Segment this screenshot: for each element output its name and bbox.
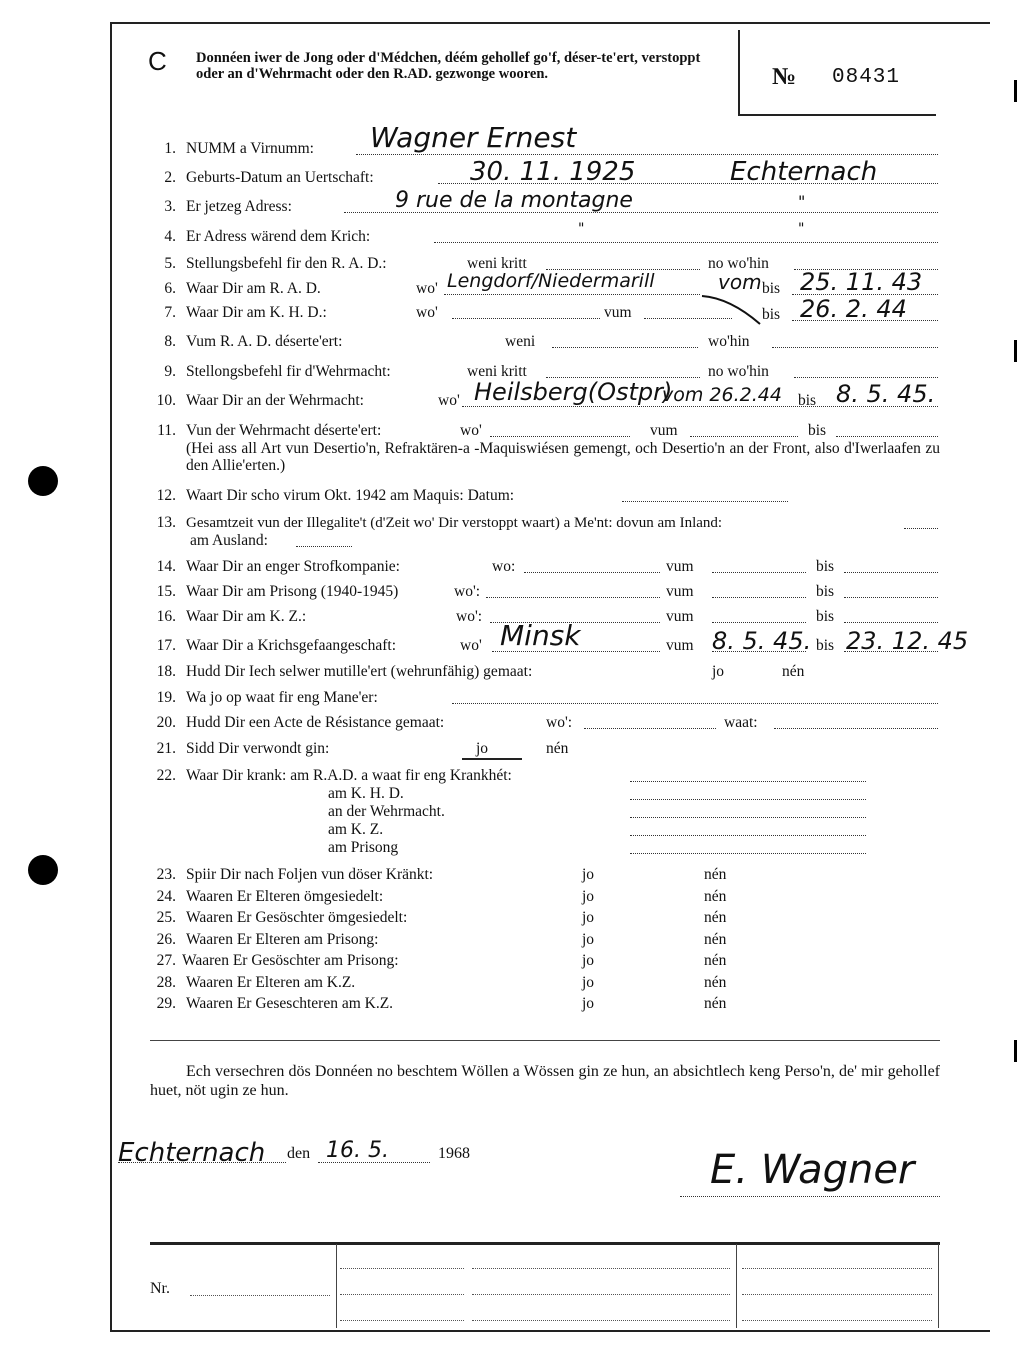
header-divider-vertical xyxy=(738,30,740,114)
bis-label: bis xyxy=(762,306,781,323)
section-letter: C xyxy=(148,46,167,76)
row-number: 5. xyxy=(164,255,176,272)
option-jo[interactable]: jo xyxy=(582,909,595,926)
handwritten-wehrmacht-place: Heilsberg(Ostpr) xyxy=(474,378,673,406)
footer-cell[interactable] xyxy=(742,1268,932,1269)
row-label: Waaren Er Gesöschter am Prisong: xyxy=(182,952,399,969)
desert-where-field[interactable] xyxy=(772,347,938,348)
weni-label: weni xyxy=(505,333,536,350)
row-number: 24. xyxy=(156,888,176,905)
wo-label: wo': xyxy=(546,714,573,731)
row-label: Waaren Er Elteren am Prisong: xyxy=(186,931,379,948)
khd-place-field[interactable] xyxy=(452,318,600,319)
footer-col-divider xyxy=(336,1244,337,1328)
option-jo[interactable]: jo xyxy=(582,866,595,883)
row-number: 15. xyxy=(156,583,176,600)
row-label: Er jetzeg Adress: xyxy=(186,198,292,215)
row-label: Hudd Dir een Acte de Résistance gemaat: xyxy=(186,714,445,731)
desertion-to-field[interactable] xyxy=(836,436,938,437)
strof-from-field[interactable] xyxy=(712,572,806,573)
footer-cell[interactable] xyxy=(472,1268,730,1269)
vum-label: vum xyxy=(666,558,694,575)
row-number: 25. xyxy=(156,909,176,926)
vum-label: vum xyxy=(666,583,694,600)
row-label: Spiir Dir nach Foljen vun döser Kränkt: xyxy=(186,866,434,883)
option-nen[interactable]: nén xyxy=(704,952,727,969)
row-number: 23. xyxy=(156,866,176,883)
handwritten-pow-place: Minsk xyxy=(500,619,581,652)
row-label: Waaren Er Geseschteren am K.Z. xyxy=(186,995,394,1012)
row-number: 7. xyxy=(164,304,176,321)
punch-hole-lower xyxy=(28,855,58,885)
row-number: 28. xyxy=(156,974,176,991)
vum-label: vum xyxy=(666,637,694,654)
row-label: Wa jo op waat fir eng Mane'er: xyxy=(186,689,378,706)
row-label: Stellungsbefehl fir den R. A. D.: xyxy=(186,255,387,272)
row-number: 22. xyxy=(156,767,176,784)
row-label: Gesamtzeit vun der Illegalite't (d'Zeit wo' Dir verstoppt waart) a Me'nt: dovun am Inland: xyxy=(186,515,723,531)
ausland-field[interactable] xyxy=(296,546,352,547)
bis-label: bis xyxy=(808,422,827,439)
row-label: Vum R. A. D. déserte'ert: xyxy=(186,333,343,350)
row-label: Waar Dir am Prisong (1940-1945) xyxy=(186,583,399,600)
wohin-label: no wo'hin xyxy=(708,255,769,272)
handwritten-signing-place: Echternach xyxy=(118,1138,266,1168)
handwritten-pow-from: 8. 5. 45. xyxy=(712,627,812,655)
row-label: Stellongsbefehl fir d'Wehrmacht: xyxy=(186,363,391,380)
option-jo[interactable]: jo xyxy=(582,995,595,1012)
desert-when-field[interactable] xyxy=(552,347,698,348)
row-number: 27. xyxy=(156,952,176,969)
wo-label: wo' xyxy=(460,637,482,654)
option-jo[interactable]: jo xyxy=(582,952,595,969)
handwritten-arrow-stroke xyxy=(700,294,770,328)
wm-where-field[interactable] xyxy=(794,377,938,378)
wo-label: wo': xyxy=(454,583,481,600)
handwritten-rad-to: 25. 11. 43 xyxy=(800,268,923,296)
row-label: Waar Dir a Krichsgefaangeschaft: xyxy=(186,637,397,654)
handwritten-signature: E. Wagner xyxy=(710,1147,915,1193)
row-number: 26. xyxy=(156,931,176,948)
row-number: 13. xyxy=(156,514,176,531)
war-address-field[interactable] xyxy=(434,242,938,243)
desertion-note: (Hei ass all Art vun Desertio'n, Refraktären-a -Maquiswiésen gemengt, och Desertio'n an der Front, also d'Iwerlaafen zu den Allie'erten.) xyxy=(186,440,940,474)
row-label-ausland: am Ausland: xyxy=(190,532,268,549)
desertion-from-field[interactable] xyxy=(690,436,798,437)
handwritten-vom: vom xyxy=(718,270,762,294)
resistance-place-field[interactable] xyxy=(584,728,716,729)
row-number: 29. xyxy=(156,995,176,1012)
header-divider-horizontal xyxy=(738,114,936,116)
den-label: den xyxy=(287,1145,311,1162)
illness-prisong-field[interactable] xyxy=(630,853,866,854)
edge-mark xyxy=(1014,1040,1017,1062)
section-divider xyxy=(150,1040,940,1041)
ditto-mark: " xyxy=(578,221,585,237)
row-label: Waar Dir an enger Strofkompanie: xyxy=(186,558,400,575)
row-number: 1. xyxy=(164,140,176,157)
nr-label: Nr. xyxy=(150,1280,170,1297)
strof-place-field[interactable] xyxy=(524,572,660,573)
row-number: 3. xyxy=(164,198,176,215)
ditto-mark: " xyxy=(798,192,806,211)
bis-label: bis xyxy=(816,583,835,600)
option-nen[interactable]: nén xyxy=(782,663,805,680)
manner-field[interactable] xyxy=(452,703,938,704)
row-number: 14. xyxy=(156,558,176,575)
wo-label: wo' xyxy=(416,304,438,321)
edge-mark xyxy=(1014,340,1017,362)
footer-cell[interactable] xyxy=(742,1320,932,1321)
footer-cell[interactable] xyxy=(472,1320,730,1321)
row-label: Waar Dir am K. H. D.: xyxy=(186,304,327,321)
footer-table-top xyxy=(150,1242,940,1245)
ditto-mark: " xyxy=(798,221,805,237)
illness-kz-field[interactable] xyxy=(630,835,866,836)
maquis-date-field[interactable] xyxy=(622,501,788,502)
wo-label: wo: xyxy=(492,558,516,575)
handwritten-signing-date: 16. 5. xyxy=(326,1138,389,1163)
handwritten-name: Wagner Ernest xyxy=(370,121,577,154)
sub-label: am K. H. D. xyxy=(328,785,404,802)
vum-label: vum xyxy=(604,304,632,321)
wo-label: wo' xyxy=(460,422,482,439)
sub-label: am K. Z. xyxy=(328,821,384,838)
illness-khd-field[interactable] xyxy=(630,799,866,800)
handwritten-underline xyxy=(462,758,522,760)
form-number: 08431 xyxy=(832,66,901,89)
nr-field[interactable] xyxy=(190,1295,330,1296)
handwritten-khd-to: 26. 2. 44 xyxy=(800,295,907,323)
row-label: Hudd Dir Iech selwer mutille'ert (wehrunfähig) gemaat: xyxy=(186,663,533,680)
frame-top-line xyxy=(110,22,990,24)
edge-mark xyxy=(1014,80,1017,102)
row-number: 19. xyxy=(156,689,176,706)
footer-cell[interactable] xyxy=(472,1294,730,1295)
row-label: Waar Dir am R. A. D. xyxy=(186,280,321,297)
prisong-to-field[interactable] xyxy=(844,597,938,598)
handwritten-pow-to: 23. 12. 45 xyxy=(846,627,969,655)
option-nen[interactable]: nén xyxy=(704,909,727,926)
prisong-from-field[interactable] xyxy=(712,597,806,598)
prisong-place-field[interactable] xyxy=(486,597,660,598)
row-number: 17. xyxy=(156,637,176,654)
bis-label: bis xyxy=(816,558,835,575)
year-label: 1968 xyxy=(438,1145,470,1162)
section-header-text: Donnéen iwer de Jong oder d'Médchen, déém gehollef go'f, déser-te'ert, verstoppt oder an d'Wehrmacht oder den R.AD. gezwonge wooren. xyxy=(196,50,701,82)
handwritten-address: 9 rue de la montagne xyxy=(395,188,633,213)
punch-hole-upper xyxy=(28,466,58,496)
row-number: 11. xyxy=(157,422,176,439)
weni-label: weni kritt xyxy=(467,363,527,380)
row-number: 9. xyxy=(164,363,176,380)
option-nen[interactable]: nén xyxy=(704,995,727,1012)
kz-to-field[interactable] xyxy=(844,622,938,623)
row-label: Waaren Er Elteren am K.Z. xyxy=(186,974,356,991)
inland-field[interactable] xyxy=(904,528,938,529)
row-label: Waar Dir am K. Z.: xyxy=(186,608,307,625)
option-jo[interactable]: jo xyxy=(476,740,489,757)
row-number: 10. xyxy=(156,392,176,409)
declaration-text: Ech versechren dös Donnéen no beschtem Wöllen a Wössen gin ze hun, an absichtlech keng Perso'n, de' mir gehollef huet, nöt ugin ze hun. xyxy=(150,1063,940,1099)
row-label: Waaren Er Elteren ömgesiedelt: xyxy=(186,888,384,905)
handwritten-birth-date: 30. 11. 1925 xyxy=(470,157,636,187)
option-nen[interactable]: nén xyxy=(704,974,727,991)
row-label: Vun der Wehrmacht déserte'ert: xyxy=(186,422,382,439)
footer-col-divider xyxy=(938,1244,939,1328)
handwritten-birth-place: Echternach xyxy=(730,157,878,187)
rad-place-field[interactable] xyxy=(444,294,700,295)
row-number: 8. xyxy=(164,333,176,350)
row-number: 20. xyxy=(156,714,176,731)
footer-col-divider xyxy=(736,1244,737,1328)
row-number: 2. xyxy=(164,169,176,186)
row-number: 12. xyxy=(156,487,176,504)
row-label: Geburts-Datum an Uertschaft: xyxy=(186,169,374,186)
option-jo[interactable]: jo xyxy=(582,931,595,948)
option-jo[interactable]: jo xyxy=(712,663,725,680)
row-number: 4. xyxy=(164,228,176,245)
handwritten-wehrmacht-to: 8. 5. 45. xyxy=(836,380,936,408)
wo-label: wo' xyxy=(438,392,460,409)
row-label: Waar Dir krank: am R.A.D. a waat fir eng Krankhét: xyxy=(186,767,512,784)
sub-label: an der Wehrmacht. xyxy=(328,803,445,820)
row-label: Waaren Er Gesöschter ömgesiedelt: xyxy=(186,909,408,926)
bis-label: bis xyxy=(816,637,835,654)
kz-from-field[interactable] xyxy=(712,622,806,623)
handwritten-rad-place: Lengdorf/Niedermarill xyxy=(447,270,655,292)
wo-label: wo': xyxy=(456,608,483,625)
row-number: 21. xyxy=(156,740,176,757)
bis-label: bis xyxy=(816,608,835,625)
option-jo[interactable]: jo xyxy=(582,888,595,905)
row-label: Er Adress wärend dem Krich: xyxy=(186,228,371,245)
wohin-label: no wo'hin xyxy=(708,363,769,380)
signature-field[interactable] xyxy=(680,1196,940,1197)
row-label: NUMM a Virnumm: xyxy=(186,140,314,157)
wo-label: wo' xyxy=(416,280,438,297)
row-number: 18. xyxy=(156,663,176,680)
row-number: 6. xyxy=(164,280,176,297)
vum-label: vum xyxy=(650,422,678,439)
illness-wehrmacht-field[interactable] xyxy=(630,817,866,818)
footer-cell[interactable] xyxy=(742,1294,932,1295)
row-number: 16. xyxy=(156,608,176,625)
option-nen[interactable]: nén xyxy=(704,888,727,905)
bis-label: bis xyxy=(798,392,817,409)
signing-place-field[interactable] xyxy=(118,1162,286,1163)
weni-label: weni kritt xyxy=(467,255,527,272)
illness-rad-field[interactable] xyxy=(630,781,866,782)
handwritten-wehrmacht-from: vom 26.2.44 xyxy=(662,384,782,406)
option-jo[interactable]: jo xyxy=(582,974,595,991)
sub-label: am Prisong xyxy=(328,839,399,856)
footer-cell[interactable] xyxy=(340,1294,464,1295)
name-field[interactable] xyxy=(356,154,938,155)
row-label: Sidd Dir verwondt gin: xyxy=(186,740,330,757)
option-nen[interactable]: nén xyxy=(546,740,569,757)
row-label: Waart Dir scho virum Okt. 1942 am Maquis: Datum: xyxy=(186,487,515,504)
number-sign: № xyxy=(772,64,797,90)
strof-to-field[interactable] xyxy=(844,572,938,573)
option-nen[interactable]: nén xyxy=(704,866,727,883)
wohin-label: wo'hin xyxy=(708,333,750,350)
frame-bottom-line xyxy=(110,1330,990,1332)
desertion-place-field[interactable] xyxy=(490,436,630,437)
bis-label: bis xyxy=(762,280,781,297)
footer-cell[interactable] xyxy=(340,1320,464,1321)
row-label: Waar Dir an der Wehrmacht: xyxy=(186,392,364,409)
frame-left-line xyxy=(110,22,112,1330)
vum-label: vum xyxy=(666,608,694,625)
option-nen[interactable]: nén xyxy=(704,931,727,948)
footer-cell[interactable] xyxy=(340,1268,464,1269)
waat-label: waat: xyxy=(724,714,758,731)
resistance-what-field[interactable] xyxy=(774,728,938,729)
